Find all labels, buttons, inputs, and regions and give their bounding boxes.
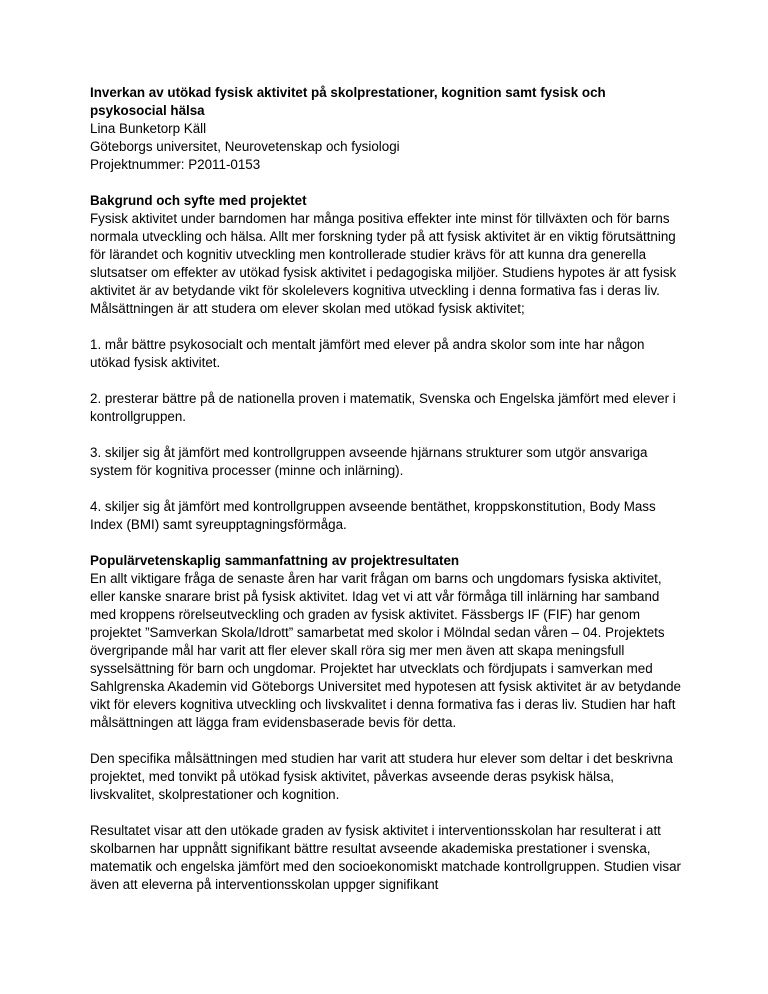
background-text: Fysisk aktivitet under barndomen har många positiva effekter inte minst för tillväxten och för barns normala utveckling och hälsa. Allt mer forskning tyder på att fysisk aktivitet är en viktig förutsättning för lärandet och kognitiv utveckling men kontrollerade studier krävs för att kunna dra generella slutsatser om effekter av utökad fysisk aktivitet i pedagogiska miljöer. Studiens hypotes är att fysisk aktivitet är av betydande vikt för skolelevers kognitiva utveckling i denna formativa fas i deras liv. Målsättningen är att studera om elever skolan med utökad fysisk aktivitet; (90, 211, 677, 316)
author-name: Lina Bunketorp Käll (90, 121, 207, 136)
aim-item (90, 444, 682, 480)
summary-paragraph-block (90, 750, 682, 804)
title-block (90, 84, 682, 174)
author-affiliation: Göteborgs universitet, Neurovetenskap och fysiologi (90, 139, 400, 154)
summary-section (90, 552, 682, 732)
aim-text: 3. skiljer sig åt jämfört med kontrollgruppen avseende hjärnans strukturer som utgör ansvariga system för kognitiva processer (minne och inlärning). (90, 445, 648, 478)
aim-item (90, 336, 682, 372)
summary-heading: Populärvetenskaplig sammanfattning av projektresultaten (90, 553, 460, 568)
document-title: Inverkan av utökad fysisk aktivitet på skolprestationer, kognition samt fysisk och psykosocial hälsa (90, 85, 606, 118)
project-number: Projektnummer: P2011-0153 (90, 157, 261, 172)
document-page (90, 84, 682, 912)
background-heading: Bakgrund och syfte med projektet (90, 193, 307, 208)
aim-text: 1. mår bättre psykosocialt och mentalt jämfört med elever på andra skolor som inte har någon utökad fysisk aktivitet. (90, 337, 645, 370)
aim-text: 4. skiljer sig åt jämfört med kontrollgruppen avseende bentäthet, kroppskonstitution, Body Mass Index (BMI) samt syreupptagningsförmåga. (90, 499, 656, 532)
summary-paragraph-block (90, 822, 682, 894)
aim-text: 2. presterar bättre på de nationella proven i matematik, Svenska och Engelska jämfört med elever i kontrollgruppen. (90, 391, 676, 424)
summary-paragraph: Den specifika målsättningen med studien har varit att studera hur elever som deltar i det beskrivna projektet, med tonvikt på utökad fysisk aktivitet, påverkas avseende deras psykisk hälsa, livskvalitet, skolprestationer och kognition. (90, 751, 673, 802)
aim-item (90, 498, 682, 534)
background-section (90, 192, 682, 318)
summary-paragraph: En allt viktigare fråga de senaste åren har varit frågan om barns och ungdomars fysiska aktivitet, eller kanske snarare brist på fysisk aktivitet. Idag vet vi att vår förmåga till inlärning har samband med kroppens rörelseutveckling och graden av fysisk aktivitet. Fässbergs IF (FIF) har genom projektet ”Samverkan Skola/Idrott” samarbetat med skolor i Mölndal sedan våren – 04. Projektets övergripande mål har varit att fler elever skall röra sig mer men även att skapa meningsfull sysselsättning för barn och ungdomar. Projektet har utvecklats och fördjupats i samverkan med Sahlgrenska Akademin vid Göteborgs Universitet med hypotesen att fysisk aktivitet är av betydande vikt för elevers kognitiva utveckling och livskvalitet i denna formativa fas i deras liv. Studien har haft målsättningen att lägga fram evidensbaserade bevis för detta. (90, 571, 681, 730)
aim-item (90, 390, 682, 426)
summary-paragraph: Resultatet visar att den utökade graden av fysisk aktivitet i interventionsskolan har resulterat i att skolbarnen har uppnått signifikant bättre resultat avseende akademiska prestationer i svenska, matematik och engelska jämfört med den socioekonomiskt matchade kontrollgruppen. Studien visar även att eleverna på interventionsskolan uppger signifikant (90, 823, 681, 892)
